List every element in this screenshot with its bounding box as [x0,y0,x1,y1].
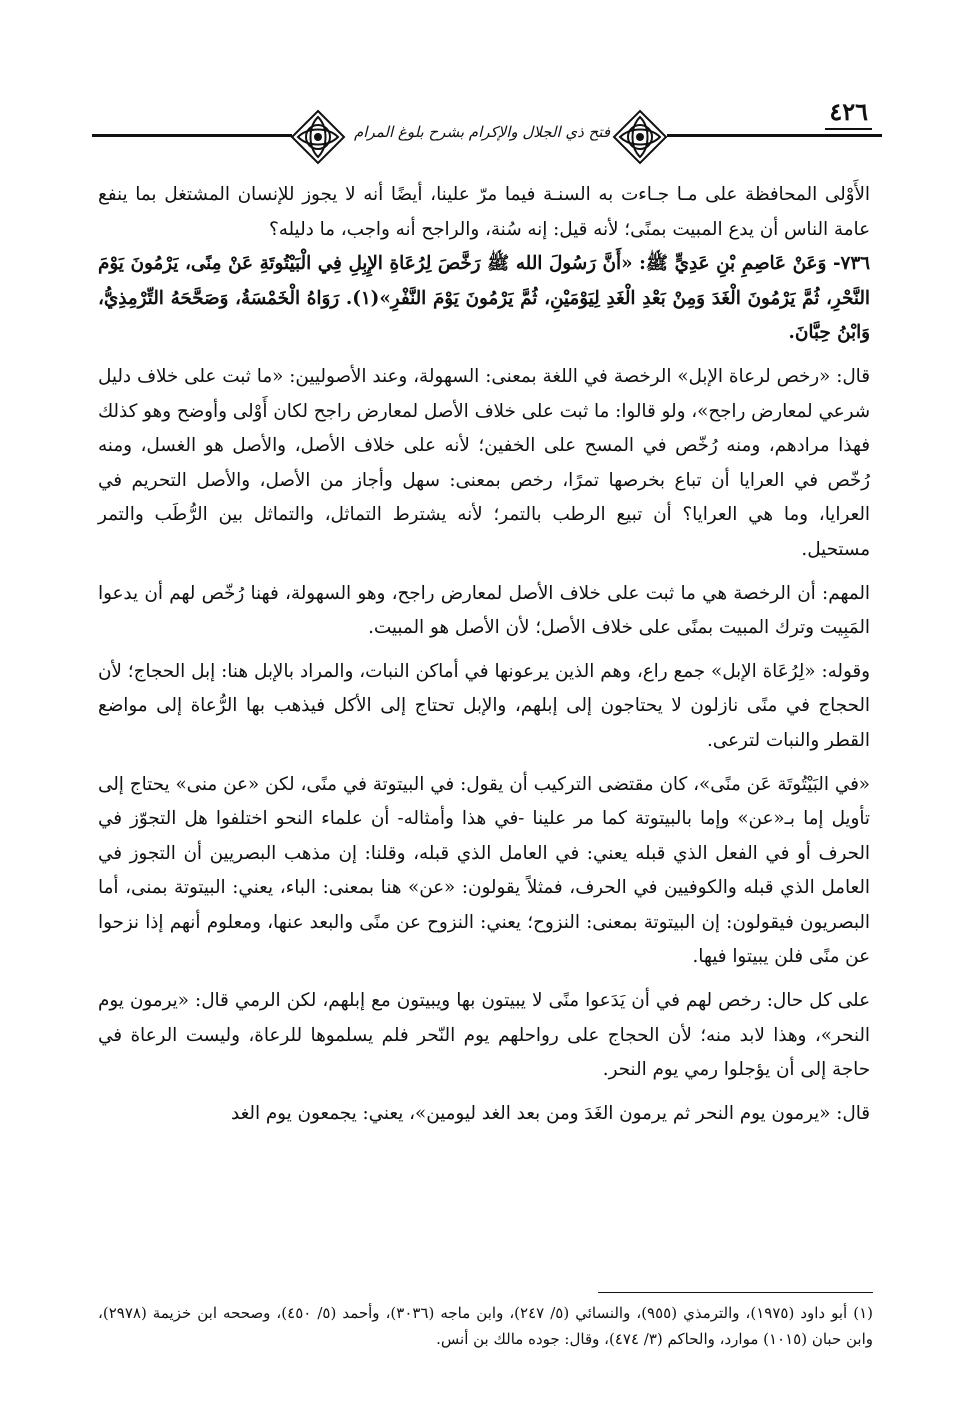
ornament-right-icon [610,107,670,167]
footnote-divider [598,1292,873,1293]
header-rule-left [92,134,292,137]
page-number: ٤٢٦ [825,97,872,130]
ornament-left-icon [288,107,348,167]
body-text [98,178,870,1131]
paragraph: قال: «يرمون يوم النحر ثم يرمون الغَدَ ومن بعد الغد ليومين»، يعني: يجمعون يوم الغد [230,1102,870,1124]
footnotes [98,1300,873,1352]
paragraph: على كل حال: رخص لهم في أن يَدَعوا منًى لا يبيتون بها ويبيتون مع إبلهم، لكن الرمي قال: «يرمون يوم النحر»، وهذا لابد منه؛ لأن الحجاج على رواحلهم يوم النّحر فلم يسلموها للرعاة، وليست الرعاة في حاجة إلى أن يؤجلوا رمي يوم النحر. [98,990,870,1081]
footnote: (١) أبو داود (١٩٧٥)، والترمذي (٩٥٥)، والنسائي (٥/ ٢٤٧)، وابن ماجه (٣٠٣٦)، وأحمد (٥/ ٤٥٠)، وصححه ابن خزيمة (٢٩٧٨)، وابن حبان (١٠١٥) موارد، والحاكم (٣/ ٤٧٤)، وقال: جوده مالك بن أنس. [98,1304,874,1348]
paragraph: الأَوْلى المحافظة على مـا جـاءت به السنـة فيما مرّ علينا، أيضًا أنه لا يجوز للإنسان المشتغل بما ينفع عامة الناس أن يدع المبيت بمنًى؛ لأنه قيل: إنه سُنة، والراجح أنه واجب، ما دليله؟ [98,184,870,240]
paragraph: قال: «رخص لرعاة الإبل» الرخصة في اللغة بمعنى: السهولة، وعند الأصوليين: «ما ثبت على خلاف دليل شرعي لمعارض راجح»، ولو قالوا: ما ثبت على خلاف الأصل لمعارض راجح لكان أَوْلى وأوضح وهو كذلك فهذا مرادهم، ومنه رُخّص في المسح على الخفين؛ لأنه على خلاف الأصل، والأصل هو الغسل، ومنه رُخّص في العرايا أن تباع بخرصها تمرًا، رخص بمعنى: سهل وأجاز من الأصل، والأصل التحريم في العرايا، وما هي العرايا؟ أن تبيع الرطب بالتمر؛ لأنه يشترط التماثل، والتماثل بين الرُّطَب والتمر مستحيل. [98,365,870,560]
paragraph: «في البَيْتُوتَة عَن منًى»، كان مقتضى التركيب أن يقول: في البيتوتة في منًى، لكن «عن منى» يحتاج إلى تأويل إما بـ«عن» وإما بالبيتوتة كما مر علينا -في هذا وأمثاله- أن علماء النحو اختلفوا هل التجوّز في الحرف أو في الفعل الذي قبله يعني: في العامل الذي قبله، وقلنا: إن مذهب البصريين أن التجوز في العامل الذي قبله والكوفيين في الحرف، فمثلاً يقولون: «عن» هنا بمعنى: الباء، يعني: البيتوتة بمنى، أما البصريون فيقولون: إن البيتوتة بمعنى: النزوح؛ يعني: النزوح عن منًى والبعد عنها، ومعلوم أنهم إذا نزحوا عن منًى فلن يبيتوا فيها. [98,773,870,968]
page-header [92,95,882,167]
paragraph: المهم: أن الرخصة هي ما ثبت على خلاف الأصل لمعارض راجح، وهو السهولة، فهنا رُخّص لهم أن يدعوا المَبِيت وترك المبيت بمنًى على خلاف الأصل؛ لأن الأصل هو المبيت. [98,582,870,639]
header-rule-right [667,134,882,137]
hadith-text: ٧٣٦- وَعَنْ عَاصِمِ بْنِ عَدِيٍّ ﷺ: «أَنَّ رَسُولَ الله ﷺ رَخَّصَ لِرُعَاةِ الإِبِلِ فِي الْبَيْتُوتَةِ عَنْ مِنًى، يَرْمُونَ يَوْمَ النَّحْرِ، ثُمَّ يَرْمُونَ الْغَدَ وَمِنْ بَعْدِ الْغَدِ لِيَوْمَيْنِ، ثُمَّ يَرْمُونَ يَوْمَ النَّفْرِ»(١). رَوَاهُ الْخَمْسَةُ، وَصَحَّحَهُ التِّرْمِذِيُّ، وَابْنُ حِبَّانَ. [98,253,870,344]
paragraph: وقوله: «لِرُعَاة الإبل» جمع راع، وهم الذين يرعونها في أماكن النبات، والمراد بالإبل هنا: إبل الحجاج؛ لأن الحجاج في منًى نازلون لا يحتاجون إلى إبلهم، والإبل تحتاج إلى الأكل فيذهب بها الرُّعاة إلى مواضع القطر والنبات لترعى. [98,660,870,751]
book-title: فتح ذي الجلال والإكرام بشرح بلوغ المرام [353,123,610,141]
